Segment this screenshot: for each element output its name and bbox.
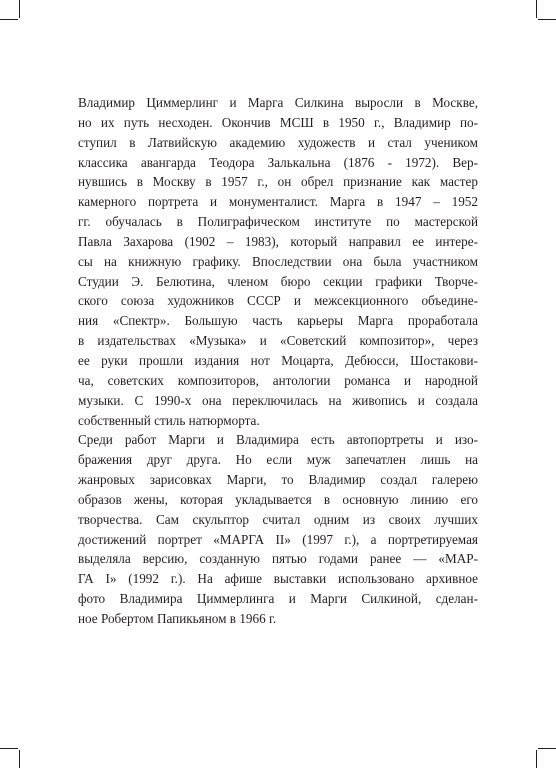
text-line: творчества. Сам скульптор считал одним из своих лучших [78,511,478,527]
text-line: бражения друг друга. Но если муж запечатлен лишь на [78,452,478,468]
text-line: ное Робертом Папикьяном в 1966 г. [78,610,277,626]
text-line: классика авангарда Теодора Залькальна (1876 - 1972). Вер- [78,154,478,170]
text-line: гг. обучалась в Полиграфическом институте по мастерской [78,214,478,230]
crop-mark-top-right-horizontal [538,19,556,20]
text-line: фото Владимира Циммерлинга и Марги Силкиной, сделан- [78,591,478,607]
text-line: выделяла версию, созданную пятью годами ранее — «МАР- [78,551,478,567]
text-line: Владимир Циммерлинг и Марга Силкина выросли в Москве, [78,95,478,110]
crop-mark-bottom-right-horizontal [538,748,556,749]
text-line: но их путь несходен. Окончив МСШ в 1950 г., Владимир по- [78,114,478,130]
text-line: Среди работ Марги и Владимира есть автопортреты и изо- [78,432,478,448]
text-line: ского союза художников СССР и межсекционного объедине- [78,293,478,309]
crop-mark-top-right-vertical [536,0,537,18]
text-line: в издательствах «Музыка» и «Советский композитор», через [78,333,478,349]
text-line: образов жены, которая укладывается в основную линию его [78,491,478,507]
text-line: сы на книжную графику. Впоследствии она была участником [78,253,478,269]
paragraph-2 [78,430,478,628]
crop-mark-top-left-horizontal [0,19,18,20]
text-line: ее руки прошли издания нот Моцарта, Дебюсси, Шостакови- [78,352,478,368]
crop-mark-bottom-left-horizontal [0,748,18,749]
text-line: Студии Э. Белютина, членом бюро секции графики Творче- [78,273,478,289]
text-line: жанровых зарисовках Марги, то Владимир создал галерею [78,472,478,488]
text-line: ния «Спектр». Большую часть карьеры Марга проработала [78,313,478,329]
paragraph-1 [78,93,478,430]
text-line: ГА I» (1992 г.). На афише выставки использовано архивное [78,571,478,587]
text-line: нувшись в Москву в 1957 г., он обрел признание как мастер [78,174,478,190]
text-line: собственный стиль натюрморта. [78,412,260,428]
text-line: Павла Захарова (1902 – 1983), который направил ее интере- [78,233,478,249]
text-line: достижений портрет «МАРГА II» (1997 г.), а портретируемая [78,531,478,547]
text-line: камерного портрета и монументалист. Марга в 1947 – 1952 [78,194,478,210]
text-line: музыки. С 1990-х она переключилась на живопись и создала [78,392,478,408]
crop-mark-bottom-right-vertical [536,750,537,768]
crop-mark-bottom-left-vertical [19,750,20,768]
text-line: ча, советских композиторов, антологии романса и народной [78,372,478,388]
body-text [78,93,478,629]
crop-mark-top-left-vertical [19,0,20,18]
text-line: ступил в Латвийскую академию художеств и стал учеником [78,134,478,150]
